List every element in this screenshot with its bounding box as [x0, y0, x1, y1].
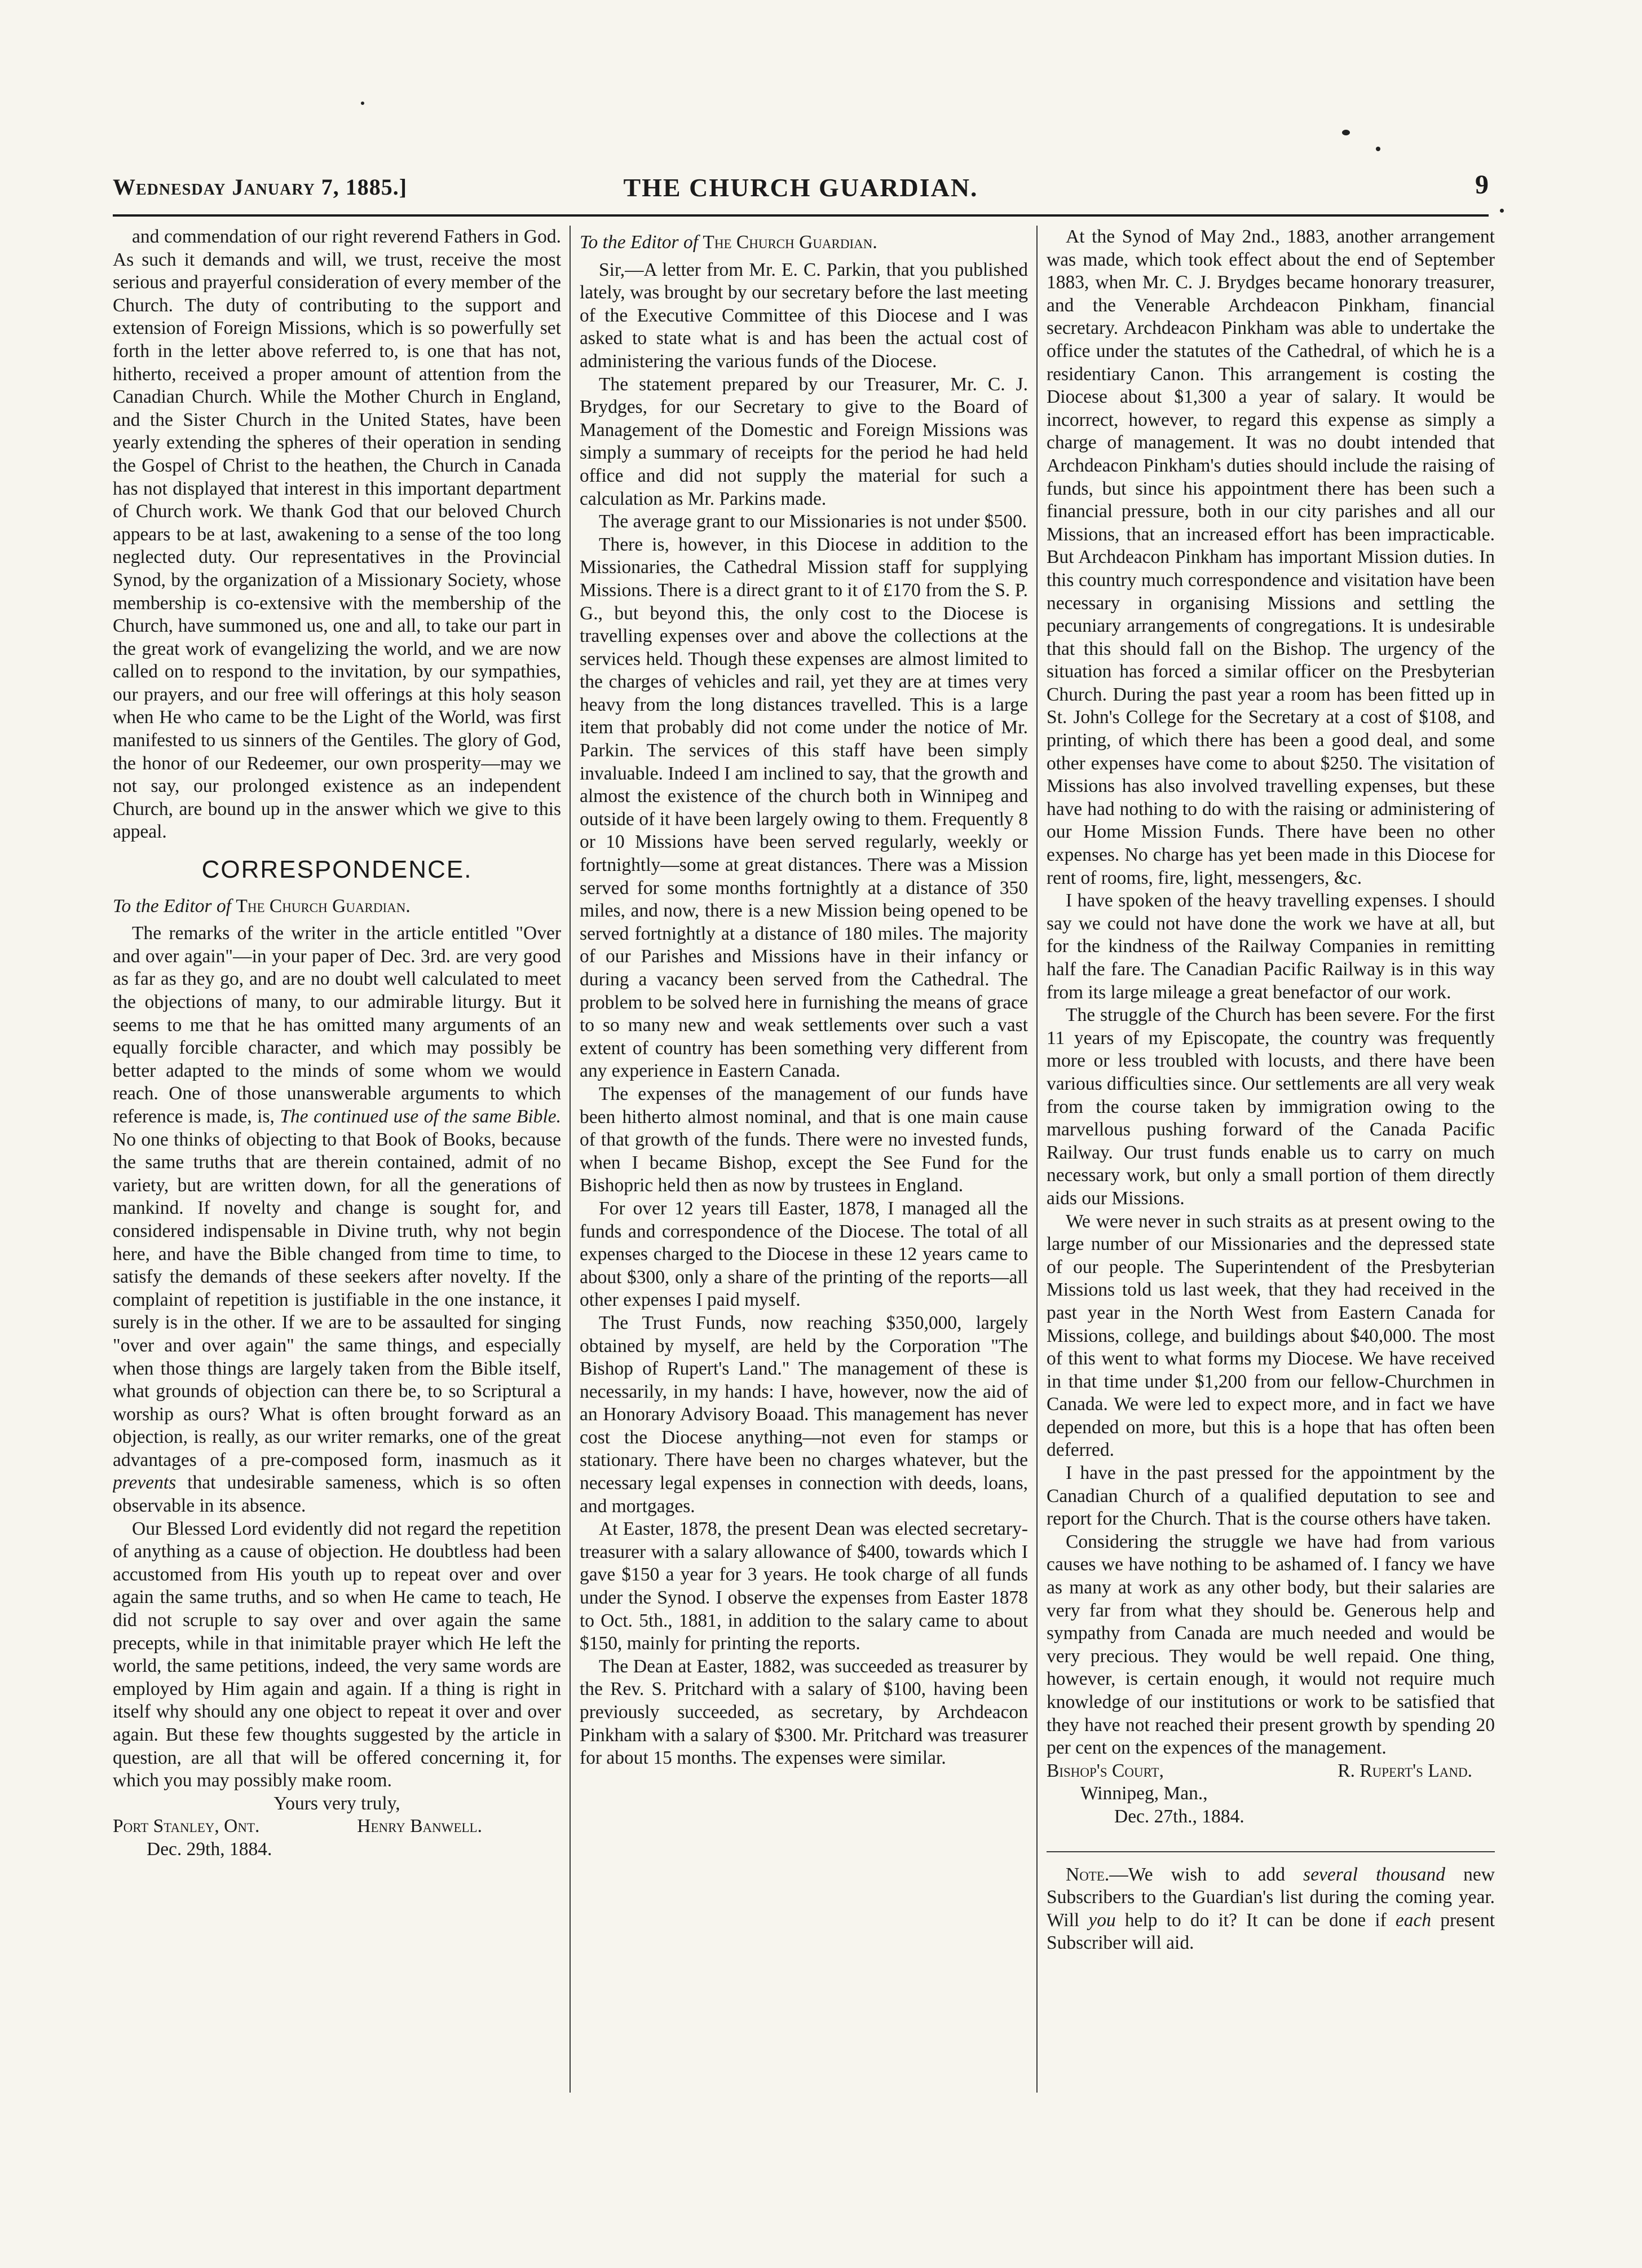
letter-paragraph: For over 12 years till Easter, 1878, I managed all the funds and correspondence of the Diocese. The total of all expenses charged to the Diocese in these 12 years came to about $300, only a share of the printing of the reports—all other expenses I paid myself.	[580, 1197, 1028, 1311]
letter-paragraph: At Easter, 1878, the present Dean was elected secretary-treasurer with a salary allowance of $400, towards which I gave $150 a year for 3 years. He took charge of all funds under the Synod. I observe the expenses from Easter 1878 to Oct. 5th., 1881, in addition to the salary came to about $150, mainly for printing the reports.	[580, 1518, 1028, 1654]
column-rule	[1036, 226, 1038, 2093]
letter-paragraph: I have in the past pressed for the appointment by the Canadian Church of a qualified deputation to see and report for the Church. That is the course others have taken.	[1047, 1463, 1495, 1530]
letter-paragraph: We were never in such straits as at present owing to the large number of our Missionaries and the depressed state of our people. The Superintendent of the Presbyterian Missions told us last week, that they had received in the past year in the North West from Eastern Canada for Missions, college, and buildings about $40,000. The most of this went to what forms my Diocese. We have received in that time under $1,200 from our fellow-Churchmen in Canada. We were led to expect more, and in fact we have depended on more, but this is a hope that has often been deferred.	[1047, 1210, 1495, 1461]
letter-signature: Port Stanley, Ont. Henry Banwell.	[113, 1816, 482, 1837]
letter-paragraph: The remarks of the writer in the article entitled "Over and over again"—in your paper of Dec. 3rd. are very good as far as they go, and are no doubt well calculated to meet the objections of many, to our admirable liturgy. But it seems to me that he has omitted many arguments of an equally forcible character, and which may possibly be better adapted to the minds of some whom we would reach. One of those unanswerable arguments to which reference is made, is, The continued use of the same Bible. No one thinks of objecting to that Book of Books, because the same truths that are therein contained, admit of no variety, but are written down, for all the generations of mankind. If novelty and change is sought for, and considered indispensable in Divine truth, why not begin here, and have the Bible changed from time to time, to satisfy the demands of these seekers after novelty. If the complaint of repetition is justifiable in the one instance, it surely is in the other. If we are to be assaulted for singing "over and over again" the same things, and especially when those things are largely taken from the Bible itself, what grounds of objection can there be, to so Scriptural a worship as ours? What is often brought forward as an objection, is really, as our writer remarks, one of the great advantages of a pre-composed form, inasmuch as it prevents that undesirable sameness, which is so often observable in its absence.	[113, 923, 561, 1517]
section-heading: CORRESPONDENCE.	[201, 856, 473, 884]
page-number: 9	[1475, 170, 1489, 200]
letter-paragraph: There is, however, in this Diocese in addition to the Missionaries, the Cathedral Mission staff for supplying Missions. There is a direct grant to it of £170 from the S. P. G., but beyond this, the only cost to the Diocese is travelling expenses over and above the collections at the services held. Though these expenses are almost limited to the charges of vehicles and rail, yet they are at times very heavy from the long distances travelled. This is a large item that probably did not come under the notice of Mr. Parkin. The services of this staff have been simply invaluable. Indeed I am inclined to say, that the growth and almost the existence of the church both in Winnipeg and outside of it have been largely owing to them. Frequently 8 or 10 Missions have been served regularly, weekly or fortnightly—some at great distances. There was a Mission served for some months fortnightly at a distance of 350 miles, and now, there is a new Mission being opened to be served fortnightly at a distance of 180 miles. The majority of our Parishes and Missions have in their infancy or during a vacancy been served from the Cathedral. The problem to be solved here in furnishing the means of grace to so many new and weak settlements over such a vast extent of country has been something very different from any experience in Eastern Canada.	[580, 534, 1028, 1082]
letter-signature: Bishop's Court, R. Rupert's Land.	[1047, 1760, 1472, 1781]
letter-date: Dec. 29th, 1884.	[147, 1838, 272, 1860]
letter-paragraph: The expenses of the management of our funds have been hitherto almost nominal, and that is one main cause of that growth of the funds. There were no invested funds, when I became Bishop, except the See Fund for the Bishopric held then as now by trustees in England.	[580, 1083, 1028, 1196]
letter-closing: Yours very truly,	[273, 1793, 400, 1814]
letter-salutation: To the Editor of The Church Guardian.	[113, 895, 410, 917]
letter-paragraph: I have spoken of the heavy travelling expenses. I should say we could not have done the work we have at all, but for the kindness of the Railway Companies in remitting half the fare. The Canadian Pacific Railway is in this way from its large mileage a great benefactor of our work.	[1047, 890, 1495, 1003]
column-1	[113, 226, 561, 2098]
masthead	[113, 169, 1489, 217]
scan-speck	[361, 102, 364, 105]
letter-paragraph: Our Blessed Lord evidently did not regard the repetition of anything as a cause of objection. He doubtless had been accustomed from His youth up to repeat over and over again the same truths, and so when He came to teach, He did not scruple to say over and over again the same precepts, while in that inimitable prayer which He left the world, the same petitions, indeed, the very same words are employed by Him again and again. If a thing is right in itself why should any one object to repeat it over and over again. But these few thoughts suggested by the article in question, are all that will be offered concerning it, for which you may possibly make room.	[113, 1518, 561, 1791]
letter-paragraph: The statement prepared by our Treasurer, Mr. C. J. Brydges, for our Secretary to give to the Board of Management of the Domestic and Foreign Missions was simply a summary of receipts for the period he had held office and did not supply the material for such a calculation as Mr. Parkins made.	[580, 373, 1028, 509]
scan-speck	[1376, 147, 1380, 151]
letter-paragraph: Considering the struggle we have had from various causes we have nothing to be ashamed of. I fancy we have as many at work as any other body, but their salaries are very far from what they should be. Generous help and sympathy from Canada are much needed and would be very precious. They would be well repaid. One thing, however, is certain enough, it would not require much knowledge of our institutions or work to be satisfied that they have not reached their present growth by spending 20 per cent on the expences of the management.	[1047, 1531, 1495, 1759]
letter-date: Dec. 27th., 1884.	[1114, 1805, 1244, 1827]
letter-paragraph: Sir,—A letter from Mr. E. C. Parkin, that you published lately, was brought by our secretary before the last meeting of the Executive Committee of this Diocese and I was asked to state what is and has been the actual cost of administering the various funds of the Diocese.	[580, 259, 1028, 372]
letter-paragraph: The Dean at Easter, 1882, was succeeded as treasurer by the Rev. S. Pritchard with a salary of $100, having been previously succeeded, as secretary, by Archdeacon Pinkham with a salary of $300. Mr. Pritchard was treasurer for about 15 months. The expenses were similar.	[580, 1655, 1028, 1769]
editorial-paragraph: and commendation of our right reverend Fathers in God. As such it demands and will, we trust, receive the most serious and prayerful consideration of every member of the Church. The duty of contributing to the support and extension of Foreign Missions, which is so powerfully set forth in the letter above referred to, is one that has not, hitherto, received a proper amount of attention from the Canadian Church. While the Mother Church in England, and the Sister Church in the United States, have been yearly extending the spheres of their operation in sending the Gospel of Christ to the heathen, the Church in Canada has not displayed that interest in this important department of Church work. We thank God that our beloved Church appears to be at last, awakening to a sense of the too long neglected duty. Our representatives in the Provincial Synod, by the organization of a Missionary Society, whose membership is co-extensive with the membership of the Church, have summoned us, one and all, to take our part in the great work of evangelizing the world, and we are now called on to respond to the invitation, by our sympathies, our prayers, and our free will offerings at this holy season when He who came to be the Light of the World, was first manifested to us sinners of the Gentiles. The glory of God, the honor of our Redeemer, our own prosperity—may we not say, our prolonged existence as an independent Church, are bound up in the answer which we give to this appeal.	[113, 226, 561, 843]
letter-paragraph: At the Synod of May 2nd., 1883, another arrangement was made, which took effect about the end of September 1883, when Mr. C. J. Brydges became honorary treasurer, and the Venerable Archdeacon Pinkham, financial secretary. Archdeacon Pinkham was able to undertake the office under the statutes of the Cathedral, of which he is a residentiary Canon. This arrangement is costing the Diocese about $1,300 a year of salary. It would be incorrect, however, to regard this expense as simply a charge of management. It was no doubt intended that Archdeacon Pinkham's duties should include the raising of funds, but since his appointment there has been such a financial pressure, both in our city parishes and all our Missions, that an increased effort has been impracticable. But Archdeacon Pinkham has important Mission duties. In this country much correspondence and visitation have been necessary in organising Missions and settling the pecuniary arrangements of congregations. It is undesirable that this should fall on the Bishop. The urgency of the situation has forced a similar officer on the Presbyterian Church. During the past year a room has been fitted up in St. John's College for the Secretary at a cost of $108, and printing, of which there has been a good deal, and some other expenses have come to about $250. The visitation of Missions has also involved travelling expenses, but these have had nothing to do with the raising or administering of our Home Mission Funds. There have been no other expenses. No charge has yet been made in this Diocese for rent of rooms, fire, light, messengers, &c.	[1047, 226, 1495, 888]
issue-date: Wednesday January 7, 1885.]	[113, 174, 408, 200]
column-3	[1047, 226, 1495, 2098]
letter-paragraph: The struggle of the Church has been severe. For the first 11 years of my Episcopate, the country was frequently more or less troubled with locusts, and there have been various difficulties since. Our settlements are all very weak from the course taken by immigration owing to the marvellous pushing forward of the Canada Pacific Railway. Our trust funds enable us to carry on much necessary work, but only a small portion of them directly aids our Missions.	[1047, 1005, 1495, 1209]
column-2	[580, 226, 1028, 2098]
letter-city: Winnipeg, Man.,	[1080, 1783, 1208, 1804]
scan-speck	[1500, 209, 1504, 213]
subscriber-note: Note.—We wish to add several thousand new Subscribers to the Guardian's list during the coming year. Will you help to do it? It can be done if each present Subscriber will aid.	[1047, 1851, 1495, 1955]
letter-paragraph: The average grant to our Missionaries is not under $500.	[599, 511, 1027, 532]
letter-paragraph: The Trust Funds, now reaching $350,000, largely obtained by myself, are held by the Corporation "The Bishop of Rupert's Land." The management of these is necessarily, in my hands: I have, however, now the aid of an Honorary Advisory Boaad. This management has never cost the Diocese anything—not even for stamps or stationary. There have been no charges whatever, but the necessary legal expenses in connection with deeds, loans, and mortgages.	[580, 1312, 1028, 1517]
scan-speck	[1342, 130, 1350, 135]
letter-salutation: To the Editor of The Church Guardian.	[580, 232, 877, 253]
newspaper-title: THE CHURCH GUARDIAN.	[623, 173, 978, 202]
column-rule	[570, 226, 571, 2093]
